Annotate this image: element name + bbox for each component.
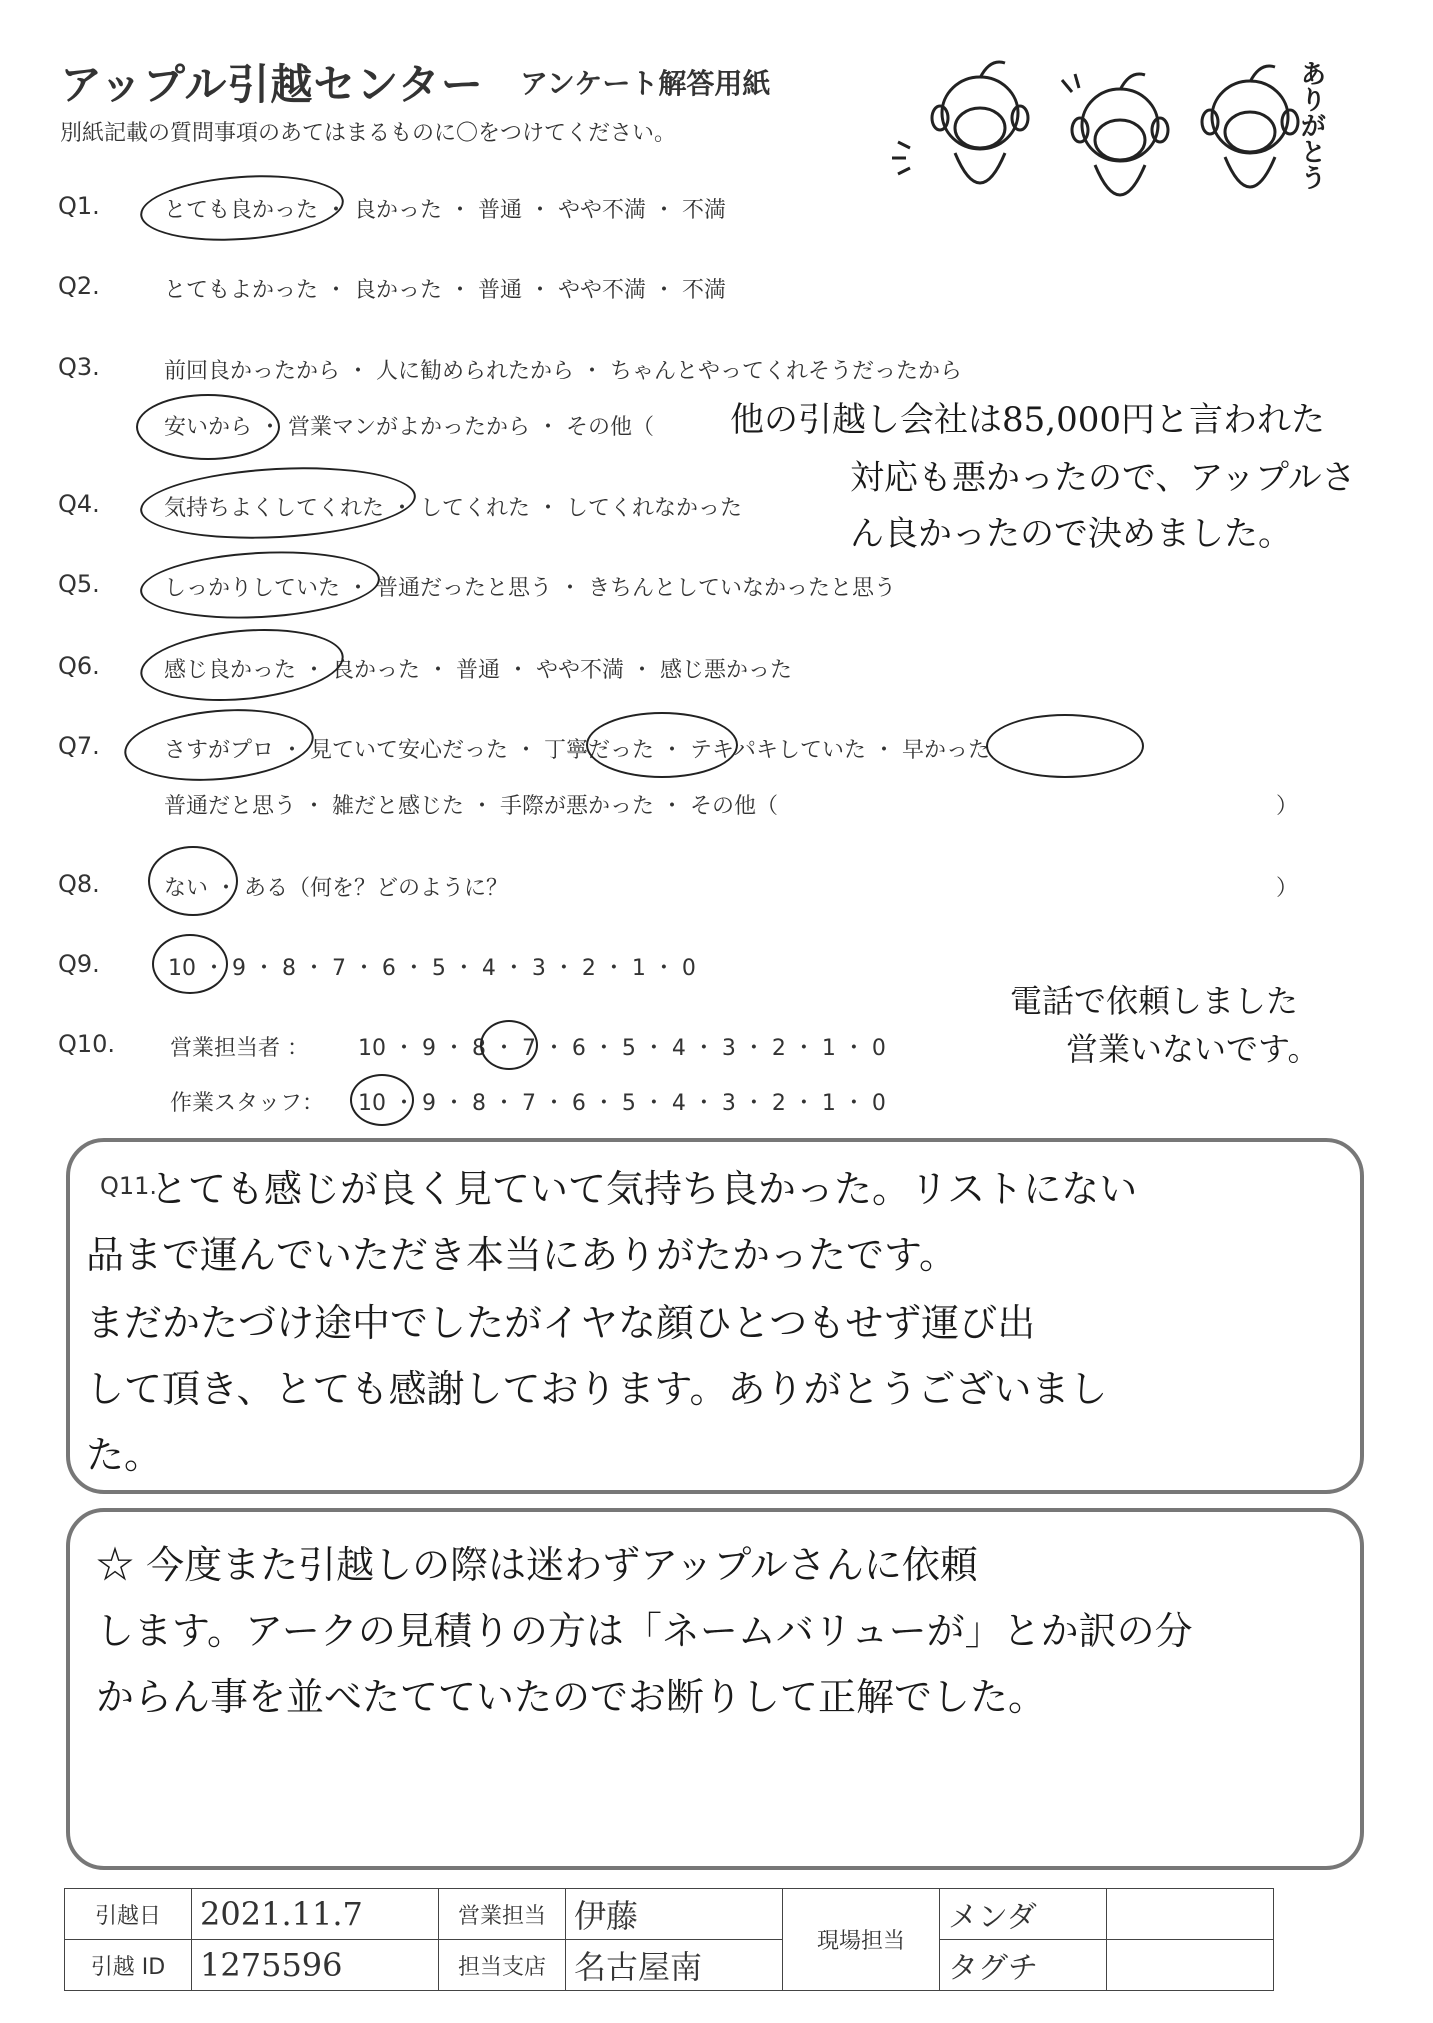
q10-handwritten-note-2: 営業いないです。 (1066, 1030, 1320, 1068)
q11-text-line-1: とても感じが良く見ていて気持ち良かった。リストにない (150, 1167, 1138, 1211)
company-name: アップル引越センター (60, 60, 484, 109)
q7-options-line2: 普通だと思う ・ 雑だと感じた ・ 手際が悪かった ・ その他（ (164, 794, 778, 819)
q7-label: Q7. (58, 732, 100, 760)
comment-line-3: からん事を並べたてていたのでお断りして正解でした。 (96, 1675, 1047, 1719)
q11-label: Q11. (100, 1172, 158, 1200)
branch-label: 担当支店 (439, 1940, 566, 1991)
branch-value: 名古屋南 (566, 1940, 783, 1991)
site-blank-1 (1107, 1889, 1274, 1940)
q8-options: ない ・ ある（何を？どのように？ (164, 876, 508, 901)
q8-answer-circle (148, 846, 238, 916)
q3-other-handwritten-3: ん良かったので決めました。 (850, 514, 1292, 554)
site-blank-2 (1107, 1940, 1274, 1991)
q9-answer-circle (152, 934, 228, 994)
comment-line-1: ☆ 今度また引越しの際は迷わずアップルさんに依頼 (96, 1543, 978, 1587)
q4-label: Q4. (58, 490, 100, 518)
q7-answer-circle-2 (586, 712, 738, 778)
q7-answer-circle-3 (986, 714, 1144, 778)
q7-answer-circle-1 (121, 702, 316, 788)
q2-label: Q2. (58, 272, 100, 300)
info-table (64, 1888, 1274, 1991)
q8-close-paren: ） (1276, 876, 1299, 901)
q3-label: Q3. (58, 353, 100, 381)
thanks-text: ありがとう (1296, 60, 1326, 190)
q10-staff-answer-circle (350, 1074, 414, 1126)
q3-options-line2: 安いから ・ 営業マンがよかったから ・ その他（ (164, 415, 654, 440)
move-date-label: 引越日 (65, 1889, 192, 1940)
q10-handwritten-note-1: 電話で依頼しました (1010, 982, 1299, 1020)
q1-label: Q1. (58, 192, 100, 220)
q7-options-line1: さすがプロ ・ 見ていて安心だった ・ 丁寧だった ・ テキパキしていた ・ 早かった (164, 738, 990, 763)
q8-label: Q8. (58, 870, 100, 898)
site-label: 現場担当 (783, 1889, 940, 1991)
q4-answer-circle (138, 461, 417, 545)
q6-options: 感じ良かった ・ 良かった ・ 普通 ・ やや不満 ・ 感じ悪かった (164, 658, 792, 683)
q11-text-line-4: して頂き、とても感謝しております。ありがとうございまし (86, 1367, 1108, 1411)
q6-label: Q6. (58, 652, 100, 680)
q5-label: Q5. (58, 570, 100, 598)
move-date-value: 2021.11.7 (192, 1889, 439, 1940)
q9-options: 10 ・ 9 ・ 8 ・ 7 ・ 6 ・ 5 ・ 4 ・ 3 ・ 2 ・ 1 ・ 0 (168, 956, 696, 981)
form-title: アンケート解答用紙 (520, 67, 771, 100)
q3-other-handwritten-2: 対応も悪かったので、アップルさ (850, 458, 1356, 498)
q9-label: Q9. (58, 950, 100, 978)
sales-label: 営業担当 (439, 1889, 566, 1940)
move-id-value: 1275596 (192, 1940, 439, 1991)
site-value-2: タグチ (940, 1940, 1107, 1991)
q5-answer-circle (138, 546, 381, 624)
comment-line-2: します。アークの見積りの方は「ネームバリューが」とか訳の分 (96, 1609, 1193, 1653)
mascot-monkeys-icon (880, 48, 1320, 238)
q4-options: 気持ちよくしてくれた ・ してくれた ・ してくれなかった (164, 496, 742, 521)
q11-text-line-5: た。 (86, 1433, 163, 1477)
q10-sales-options: 10 ・ 9 ・ 8 ・ 7 ・ 6 ・ 5 ・ 4 ・ 3 ・ 2 ・ 1 ・ 0 (358, 1036, 886, 1061)
q2-options: とてもよかった ・ 良かった ・ 普通 ・ やや不満 ・ 不満 (164, 278, 726, 303)
q6-answer-circle (137, 621, 346, 709)
q10-staff-label: 作業スタッフ： (170, 1091, 325, 1116)
q3-options-line1: 前回良かったから ・ 人に勧められたから ・ ちゃんとやってくれそうだったから (164, 359, 962, 384)
q10-sales-answer-circle (480, 1020, 538, 1070)
q1-options: とても良かった ・ 良かった ・ 普通 ・ やや不満 ・ 不満 (164, 198, 726, 223)
move-id-label: 引越 ID (65, 1940, 192, 1991)
q11-text-line-2: 品まで運んでいただき本当にありがたかったです。 (86, 1233, 957, 1277)
site-value-1: メンダ (940, 1889, 1107, 1940)
q11-text-line-3: まだかたづけ途中でしたがイヤな顔ひとつもせず運び出 (86, 1301, 1036, 1345)
q5-options: しっかりしていた ・ 普通だったと思う ・ きちんとしていなかったと思う (164, 576, 896, 601)
q3-answer-circle (136, 394, 280, 460)
q7-close-paren: ） (1276, 794, 1299, 819)
q1-answer-circle (138, 169, 346, 247)
q10-sales-label: 営業担当者 ： (170, 1036, 309, 1061)
q10-label: Q10. (58, 1030, 116, 1058)
q3-other-handwritten-1: 他の引越し会社は85,000円と言われた (730, 400, 1325, 440)
instruction-text: 別紙記載の質問事項のあてはまるものに〇をつけてください。 (60, 121, 677, 146)
sales-value: 伊藤 (566, 1889, 783, 1940)
q10-staff-options: 10 ・ 9 ・ 8 ・ 7 ・ 6 ・ 5 ・ 4 ・ 3 ・ 2 ・ 1 ・ 0 (358, 1091, 886, 1116)
